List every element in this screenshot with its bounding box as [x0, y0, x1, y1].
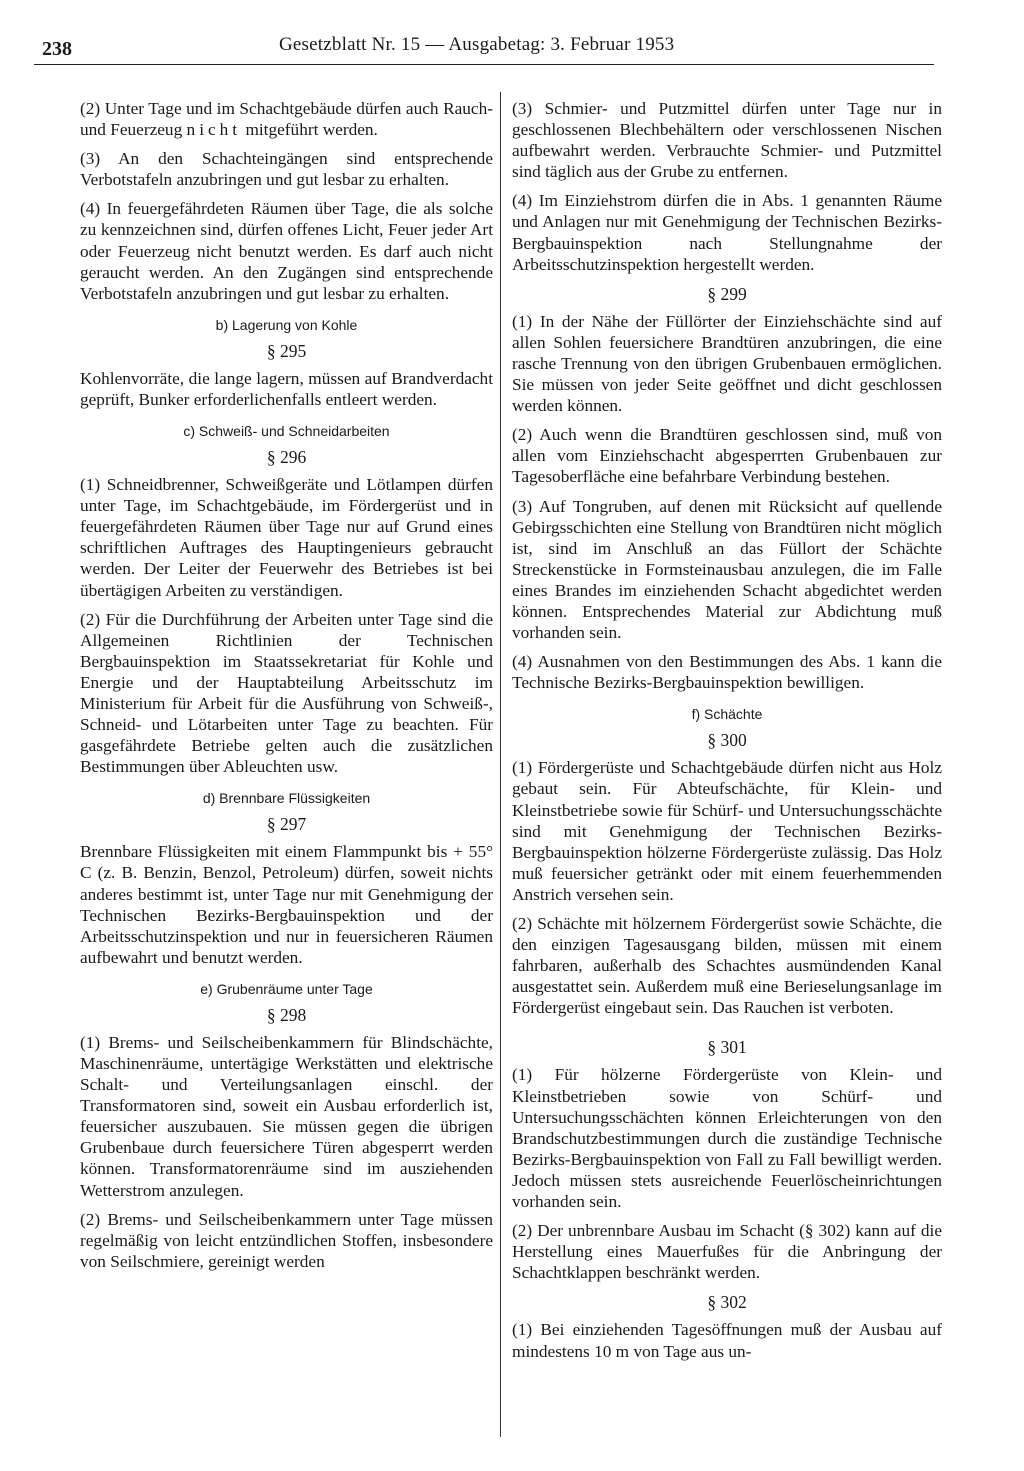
paragraph-297: Brennbare Flüssigkeiten mit einem Flammpunkt bis + 55° C (z. B. Benzin, Benzol, Petroleum) dürfen, soweit nichts anderes bestimmt ist, unter Tage nur mit Genehmigung der Technischen Bezirks-Bergbauinspektion und der Arbeitsschutzinspektion und nur in feuersicheren Räumen aufbewahrt und benutzt werden.: [80, 842, 493, 967]
paragraph-300-1: (1) Fördergerüste und Schachtgebäude dürfen nicht aus Holz gebaut sein. Für Abteufschächte, für Klein- und Kleinstbetriebe sowie für Schürf- und Untersuchungsschächte sind mit Genehmigung der Technischen Bezirks-Bergbauinspektion hölzerne Fördergerüste zulässig. Das Holz muß feuersicher getränkt oder mit einem feuerhemmenden Anstrich versehen sein.: [512, 758, 942, 904]
paragraph-299-2: (2) Auch wenn die Brandtüren geschlossen sind, muß von allen vom Einziehschacht abgesperrten Grubenbauen zur Tagesoberfläche eine befahrbare Verbindung bestehen.: [512, 425, 942, 487]
page-header: [34, 30, 934, 68]
page-number: 238: [42, 38, 72, 60]
paragraph-294-2: (2) Unter Tage und im Schachtgebäude dürfen auch Rauch- und Feuerzeug nicht mitgeführt werden.: [80, 99, 493, 140]
section-heading-302: § 302: [707, 1292, 747, 1313]
section-heading-296: § 296: [266, 447, 307, 468]
left-column: [80, 98, 493, 1280]
right-column: [512, 98, 942, 1370]
paragraph-298-4: (4) Im Einziehstrom dürfen die in Abs. 1 genannten Räume und Anlagen nur mit Genehmigung der Technischen Bezirks-Bergbauinspektion nach Stellungnahme der Arbeitsschutzinspektion hergestellt werden.: [512, 191, 942, 274]
section-heading-298: § 298: [266, 1004, 307, 1025]
header-rule: [34, 64, 934, 65]
paragraph-301-1: (1) Für hölzerne Fördergerüste von Klein- und Kleinstbetrieben sowie von Schürf- und Untersuchungsschächten können Erleichterungen von den Brandschutzbestimmungen durch die zuständige Technische Bezirks-Bergbauinspektion von Fall zu Fall bewilligt werden. Jedoch müssen stets ausreichende Feuerlöscheinrichtungen vorhanden sein.: [512, 1065, 942, 1212]
column-divider: [500, 92, 501, 1437]
paragraph-300-2: (2) Schächte mit hölzernem Fördergerüst sowie Schächte, die den einzigen Tagesausgang bilden, müssen mit einem fahrbaren, außerhalb des Schachtes ausmündenden Kanal ausgestattet sein. Außerdem muß eine Berieselungsanlage im Fördergerüst eingebaut sein. Das Rauchen ist verboten.: [512, 914, 942, 1018]
section-heading-300: § 300: [707, 730, 747, 751]
paragraph-296-1: (1) Schneidbrenner, Schweißgeräte und Lötlampen dürfen unter Tage, im Schachtgebäude, im Fördergerüst und in feuergefährdeten Räumen über Tage nur auf Grund eines schriftlichen Auftrages des Hauptingenieurs gebraucht werden. Der Leiter der Feuerwehr des Betriebes ist bei übertägigen Arbeiten zu verständigen.: [80, 475, 493, 600]
subheading-f: f) Schächte: [691, 706, 763, 723]
paragraph-302-1: (1) Bei einziehenden Tagesöffnungen muß der Ausbau auf mindestens 10 m von Tage aus un-: [512, 1320, 942, 1361]
paragraph-294-4: (4) In feuergefährdeten Räumen über Tage, die als solche zu kennzeichnen sind, dürfen offenes Licht, Feuer jeder Art oder Feuerzeug nicht benutzt werden. Es darf auch nicht geraucht werden. An den Zugängen sind entsprechende Verbotstafeln anzubringen und gut lesbar zu erhalten.: [80, 199, 493, 303]
paragraph-301-2: (2) Der unbrennbare Ausbau im Schacht (§ 302) kann auf die Herstellung eines Mauerfußes für die Anbringung der Schachtklappen beschränkt werden.: [512, 1221, 942, 1283]
paragraph-298-3: (3) Schmier- und Putzmittel dürfen unter Tage nur in geschlossenen Blechbehältern oder verschlossenen Nischen aufbewahrt werden. Verbrauchte Schmier- und Putzmittel sind täglich aus der Grube zu entfernen.: [512, 99, 942, 182]
section-heading-299: § 299: [707, 283, 747, 304]
paragraph-298-2: (2) Brems- und Seilscheibenkammern unter Tage müssen regelmäßig von leicht entzündlichen Stoffen, insbesondere von Seilschmiere, gereinigt werden: [80, 1209, 493, 1271]
header-title: Gesetzblatt Nr. 15 — Ausgabetag: 3. Februar 1953: [279, 34, 675, 55]
paragraph-299-3: (3) Auf Tongruben, auf denen mit Rücksicht auf quellende Gebirgsschichten eine Stellung von Brandtüren nicht möglich ist, sind im Anschluß an das Füllort der Schächte Streckenstücke in Formsteinausbau anzulegen, die im Falle eines Brandes im einziehenden Schacht abgedichtet werden können. Entsprechendes Material zur Abdichtung muß vorhanden sein.: [512, 496, 942, 643]
subheading-b: b) Lagerung von Kohle: [215, 316, 358, 333]
paragraph-294-3: (3) An den Schachteingängen sind entsprechende Verbotstafeln anzubringen und gut lesbar zu erhalten.: [80, 149, 493, 190]
subheading-d: d) Brennbare Flüssigkeiten: [202, 790, 371, 807]
section-heading-295: § 295: [266, 340, 307, 361]
paragraph-299-4: (4) Ausnahmen von den Bestimmungen des Abs. 1 kann die Technische Bezirks-Bergbauinspektion bewilligen.: [512, 652, 942, 693]
paragraph-296-2: (2) Für die Durchführung der Arbeiten unter Tage sind die Allgemeinen Richtlinien der Technischen Bergbauinspektion im Staatssekretariat für Kohle und Energie und der Hauptabteilung Arbeitsschutz im Ministerium für Arbeit für die Ausführung von Schweiß-, Schneid- und Lötarbeiten unter Tage zu beachten. Für gasgefährdete Betriebe gelten auch die zusätzlichen Bestimmungen über Ableuchten usw.: [80, 609, 493, 777]
subheading-c: c) Schweiß- und Schneidarbeiten: [183, 423, 390, 440]
section-heading-297: § 297: [266, 814, 307, 835]
subheading-e: e) Grubenräume unter Tage: [200, 980, 373, 997]
paragraph-298-1: (1) Brems- und Seilscheibenkammern für Blindschächte, Maschinenräume, untertägige Werkstätten und elektrische Schalt- und Verteilungsanlagen einschl. der Transformatoren sind, soweit ein Ausbau erforderlich ist, feuersicher auszubauen. Sie müssen gegen die übrigen Grubenbaue durch feuersichere Türen abgesperrt werden können. Transformatorenräume sind im ausziehenden Wetterstrom anzulegen.: [80, 1032, 493, 1200]
paragraph-299-1: (1) In der Nähe der Füllörter der Einziehschächte sind auf allen Sohlen feuersichere Brandtüren anzubringen, die eine rasche Trennung von den übrigen Grubenbauen ermöglichen. Sie müssen von jeder Seite geöffnet und dicht geschlossen werden können.: [512, 311, 942, 416]
section-heading-301: § 301: [707, 1037, 747, 1058]
paragraph-295: Kohlenvorräte, die lange lagern, müssen auf Brandverdacht geprüft, Bunker erforderlichenfalls entleert werden.: [80, 368, 493, 409]
